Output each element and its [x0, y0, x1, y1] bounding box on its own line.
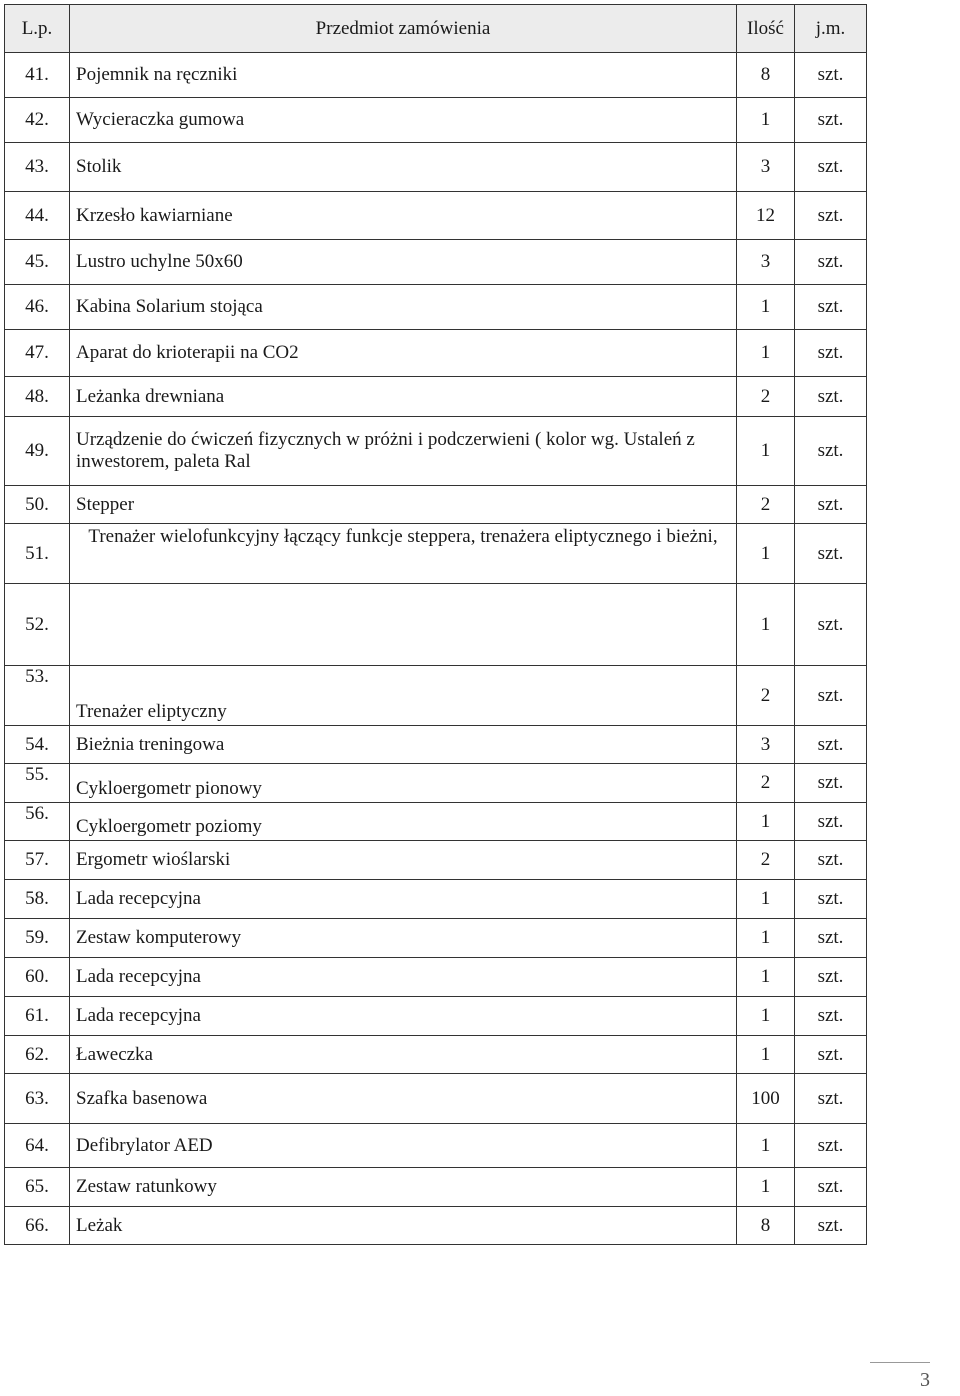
row-item-name: Zestaw ratunkowy — [70, 1168, 737, 1207]
row-unit: szt. — [795, 524, 867, 584]
header-lp: L.p. — [5, 5, 70, 53]
row-lp: 57. — [5, 841, 70, 880]
row-unit: szt. — [795, 997, 867, 1036]
row-item-name: Leżanka drewniana — [70, 377, 737, 417]
row-lp: 50. — [5, 486, 70, 524]
table-row — [5, 1207, 867, 1245]
table-row — [5, 285, 867, 330]
row-unit: szt. — [795, 919, 867, 958]
row-qty: 3 — [737, 240, 795, 285]
row-lp: 49. — [5, 417, 70, 486]
header-item: Przedmiot zamówienia — [70, 5, 737, 53]
row-item-name: Leżak — [70, 1207, 737, 1245]
row-qty: 2 — [737, 666, 795, 726]
row-lp: 66. — [5, 1207, 70, 1245]
row-item-name: Trenażer eliptyczny — [70, 666, 737, 726]
row-unit: szt. — [795, 53, 867, 98]
row-unit: szt. — [795, 285, 867, 330]
table-row — [5, 666, 867, 726]
row-unit: szt. — [795, 1207, 867, 1245]
row-item-name: Bieżnia treningowa — [70, 726, 737, 764]
row-item-name: Lada recepcyjna — [70, 880, 737, 919]
table-row — [5, 192, 867, 240]
table-row — [5, 764, 867, 803]
row-lp: 41. — [5, 53, 70, 98]
row-item-name: Stolik — [70, 143, 737, 192]
row-qty: 1 — [737, 524, 795, 584]
table-row — [5, 726, 867, 764]
row-unit: szt. — [795, 240, 867, 285]
row-qty: 1 — [737, 584, 795, 666]
row-qty: 1 — [737, 98, 795, 143]
row-unit: szt. — [795, 486, 867, 524]
order-table — [4, 4, 867, 1245]
row-item-name: Trenażer wielofunkcyjny łączący funkcje steppera, trenażera eliptycznego i bieżni, — [70, 524, 737, 584]
row-qty: 1 — [737, 880, 795, 919]
table-row — [5, 98, 867, 143]
row-qty: 3 — [737, 726, 795, 764]
row-qty: 2 — [737, 377, 795, 417]
row-qty: 1 — [737, 997, 795, 1036]
row-unit: szt. — [795, 1124, 867, 1168]
row-qty: 1 — [737, 1168, 795, 1207]
row-lp: 65. — [5, 1168, 70, 1207]
table-row — [5, 997, 867, 1036]
row-lp: 59. — [5, 919, 70, 958]
row-lp: 44. — [5, 192, 70, 240]
row-lp: 54. — [5, 726, 70, 764]
row-item-name: Urządzenie do ćwiczeń fizycznych w próżni i podczerwieni ( kolor wg. Ustaleń z inwestorem, paleta Ral — [70, 417, 737, 486]
table-row — [5, 1036, 867, 1074]
row-unit: szt. — [795, 726, 867, 764]
row-item-name: Lustro uchylne 50x60 — [70, 240, 737, 285]
row-lp: 46. — [5, 285, 70, 330]
row-unit: szt. — [795, 880, 867, 919]
table-row — [5, 803, 867, 841]
row-lp: 42. — [5, 98, 70, 143]
row-item-name: Defibrylator AED — [70, 1124, 737, 1168]
table-row — [5, 53, 867, 98]
row-lp: 60. — [5, 958, 70, 997]
row-lp: 51. — [5, 524, 70, 584]
row-qty: 3 — [737, 143, 795, 192]
table-row — [5, 486, 867, 524]
row-qty: 2 — [737, 486, 795, 524]
row-item-name: Ławeczka — [70, 1036, 737, 1074]
row-lp: 61. — [5, 997, 70, 1036]
row-lp: 55. — [5, 764, 70, 803]
row-lp: 63. — [5, 1074, 70, 1124]
row-qty: 12 — [737, 192, 795, 240]
row-qty: 1 — [737, 1036, 795, 1074]
row-qty: 100 — [737, 1074, 795, 1124]
header-qty: Ilość — [737, 5, 795, 53]
table-row — [5, 584, 867, 666]
table-row — [5, 880, 867, 919]
table-row — [5, 524, 867, 584]
row-lp: 58. — [5, 880, 70, 919]
row-item-name: Wycieraczka gumowa — [70, 98, 737, 143]
row-item-name: Zestaw komputerowy — [70, 919, 737, 958]
row-lp: 43. — [5, 143, 70, 192]
row-lp: 62. — [5, 1036, 70, 1074]
row-unit: szt. — [795, 377, 867, 417]
row-lp: 52. — [5, 584, 70, 666]
row-qty: 1 — [737, 803, 795, 841]
row-qty: 2 — [737, 841, 795, 880]
row-item-name: Aparat do krioterapii na CO2 — [70, 330, 737, 377]
row-lp: 47. — [5, 330, 70, 377]
table-body — [5, 53, 867, 1245]
row-qty: 2 — [737, 764, 795, 803]
table-row — [5, 919, 867, 958]
row-item-name: Pojemnik na ręczniki — [70, 53, 737, 98]
row-unit: szt. — [795, 958, 867, 997]
row-lp: 48. — [5, 377, 70, 417]
row-qty: 1 — [737, 330, 795, 377]
row-item-name — [70, 584, 737, 666]
row-qty: 1 — [737, 1124, 795, 1168]
table-row — [5, 143, 867, 192]
row-lp: 64. — [5, 1124, 70, 1168]
row-qty: 1 — [737, 285, 795, 330]
table-row — [5, 417, 867, 486]
row-lp: 53. — [5, 666, 70, 726]
row-unit: szt. — [795, 841, 867, 880]
row-unit: szt. — [795, 192, 867, 240]
row-unit: szt. — [795, 330, 867, 377]
row-unit: szt. — [795, 666, 867, 726]
row-qty: 1 — [737, 919, 795, 958]
table-row — [5, 841, 867, 880]
row-qty: 1 — [737, 417, 795, 486]
row-item-name: Szafka basenowa — [70, 1074, 737, 1124]
table-row — [5, 330, 867, 377]
row-unit: szt. — [795, 1036, 867, 1074]
row-qty: 8 — [737, 1207, 795, 1245]
row-unit: szt. — [795, 417, 867, 486]
page-number: 3 — [870, 1362, 930, 1392]
row-unit: szt. — [795, 98, 867, 143]
row-unit: szt. — [795, 1074, 867, 1124]
row-item-name: Lada recepcyjna — [70, 997, 737, 1036]
row-unit: szt. — [795, 764, 867, 803]
row-qty: 8 — [737, 53, 795, 98]
row-item-name: Ergometr wioślarski — [70, 841, 737, 880]
row-item-name: Stepper — [70, 486, 737, 524]
row-item-name: Lada recepcyjna — [70, 958, 737, 997]
row-item-name: Cykloergometr pionowy — [70, 764, 737, 803]
row-lp: 45. — [5, 240, 70, 285]
row-unit: szt. — [795, 1168, 867, 1207]
table-row — [5, 958, 867, 997]
row-lp: 56. — [5, 803, 70, 841]
table-row — [5, 240, 867, 285]
row-unit: szt. — [795, 584, 867, 666]
table-row — [5, 377, 867, 417]
row-unit: szt. — [795, 803, 867, 841]
table-row — [5, 1124, 867, 1168]
table-row — [5, 1074, 867, 1124]
row-unit: szt. — [795, 143, 867, 192]
header-unit: j.m. — [795, 5, 867, 53]
row-item-name: Krzesło kawiarniane — [70, 192, 737, 240]
table-row — [5, 1168, 867, 1207]
header-row — [5, 5, 867, 53]
row-item-name: Kabina Solarium stojąca — [70, 285, 737, 330]
row-item-name: Cykloergometr poziomy — [70, 803, 737, 841]
row-qty: 1 — [737, 958, 795, 997]
